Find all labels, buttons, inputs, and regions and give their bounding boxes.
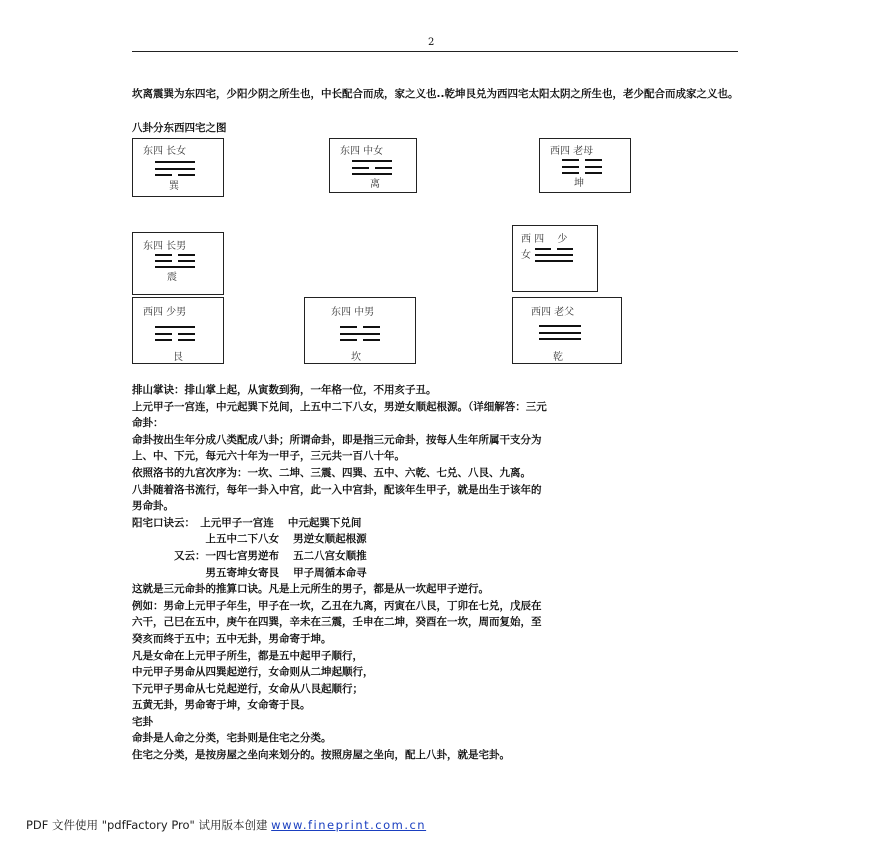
- yin-line: [340, 339, 380, 341]
- yang-line: [155, 168, 195, 170]
- trigram-box-xun: [132, 138, 224, 197]
- footer-text: PDF 文件使用 "pdfFactory Pro" 试用版本创建: [26, 818, 272, 832]
- body-text: [132, 382, 744, 764]
- body-line: 五黄无卦，男命寄于坤，女命寄于艮。: [132, 699, 311, 712]
- trigram-box-gen: [132, 297, 224, 364]
- trigram-symbol: [155, 159, 195, 179]
- body-line: 六干，己巳在五中，庚午在四巽，辛未在三震，壬申在二坤，癸酉在一坎，周而复始，至: [132, 616, 542, 629]
- trigram-label: 西四 老母: [550, 146, 594, 157]
- yin-line: [340, 326, 380, 328]
- trigram-name: 乾: [553, 352, 563, 363]
- trigram-box-qian: [512, 297, 622, 364]
- trigram-box-zhen: [132, 232, 224, 295]
- page-number: 2: [428, 37, 435, 48]
- trigram-label: 西四 老父: [531, 307, 575, 318]
- trigram-box-kan: [304, 297, 416, 364]
- body-line: 命卦是人命之分类，宅卦则是住宅之分类。: [132, 732, 332, 745]
- trigram-label: 西 四 少: [521, 234, 568, 245]
- body-line: 命卦：: [132, 417, 164, 430]
- yang-line: [539, 338, 581, 340]
- body-line: 又云：一四七宫男逆布 五二八宫女顺推: [132, 549, 367, 562]
- body-line: 八卦随着洛书流行，每年一卦入中宫，此一入中宫卦，配该年生甲子，就是出生于该年的: [132, 483, 542, 496]
- yin-line: [562, 166, 602, 168]
- body-line: 上、中、下元，每元六十年为一甲子，三元共一百八十年。: [132, 450, 405, 463]
- yin-line: [562, 159, 602, 161]
- intro-paragraph: 坎离震巽为东四宅，少阳少阴之所生也，中长配合而成，家之义也..乾坤艮兑为西四宅太阳太阴之所生也，老少配合而成家之义也。: [132, 88, 739, 100]
- trigram-name: 离: [370, 179, 380, 190]
- pdf-footer: [26, 817, 426, 833]
- yang-line: [539, 325, 581, 327]
- body-line: 癸亥而终于五中；五中无卦，男命寄于坤。: [132, 632, 332, 645]
- body-line: 男五寄坤女寄艮 甲子周循本命寻: [132, 566, 367, 579]
- body-line: 凡是女命在上元甲子所生，都是五中起甲子顺行，: [132, 649, 363, 662]
- body-line: 命卦按出生年分成八类配成八卦；所谓命卦，即是指三元命卦，按每人生年所属干支分为: [132, 433, 542, 446]
- yin-line: [155, 260, 195, 262]
- trigram-symbol: [155, 324, 195, 344]
- yang-line: [352, 160, 392, 162]
- body-line: 宅卦: [132, 715, 153, 728]
- yin-line: [535, 248, 573, 250]
- body-line: 上元甲子一宫连，中元起巽下兑间，上五中二下八女，男逆女顺起根源。（详细解答：三元: [132, 400, 547, 413]
- header-rule: [132, 51, 738, 52]
- trigram-label: 女: [521, 250, 531, 261]
- yang-line: [535, 254, 573, 256]
- trigram-symbol: [340, 324, 380, 344]
- body-line: 住宅之分类，是按房屋之坐向来划分的。按照房屋之坐向，配上八卦，就是宅卦。: [132, 749, 510, 762]
- trigram-box-dui: [512, 225, 598, 292]
- body-line: 依照洛书的九宫次序为：一坎、二坤、三震、四巽、五中、六乾、七兑、八艮、九离。: [132, 466, 531, 479]
- body-line: 中元甲子男命从四巽起逆行，女命则从二坤起顺行，: [132, 666, 374, 679]
- footer-link[interactable]: www.fineprint.com.cn: [271, 818, 427, 832]
- trigram-name: 坤: [574, 178, 584, 189]
- yang-line: [340, 333, 380, 335]
- body-line: 上五中二下八女 男逆女顺起根源: [132, 533, 367, 546]
- body-line: 阳宅口诀云： 上元甲子一宫连 中元起巽下兑间: [132, 516, 362, 529]
- trigram-label: 东四 长男: [143, 241, 187, 252]
- trigram-label: 东四 中女: [340, 146, 384, 157]
- yin-line: [352, 167, 392, 169]
- trigram-name: 震: [167, 272, 177, 283]
- body-line: 排山掌诀：排山掌上起，从寅数到狗，一年格一位，不用亥子丑。: [132, 384, 437, 396]
- yin-line: [155, 254, 195, 256]
- body-line: 这就是三元命卦的推算口诀。凡是上元所生的男子，都是从一坎起甲子逆行。: [132, 583, 489, 596]
- trigram-label: 西四 少男: [143, 307, 187, 318]
- trigram-label: 东四 长女: [143, 146, 187, 157]
- yang-line: [155, 161, 195, 163]
- yang-line: [539, 332, 581, 334]
- body-line: 男命卦。: [132, 500, 174, 513]
- trigram-box-kun: [539, 138, 631, 193]
- trigram-name: 艮: [173, 352, 183, 363]
- trigram-label: 东四 中男: [331, 307, 375, 318]
- trigram-box-li: [329, 138, 417, 193]
- trigram-name: 巽: [169, 181, 179, 192]
- section-title: 八卦分东西四宅之图: [132, 122, 227, 134]
- yin-line: [155, 333, 195, 335]
- body-line: 例如：男命上元甲子年生，甲子在一坎，乙丑在九离，丙寅在八艮，丁卯在七兑，戊辰在: [132, 599, 542, 612]
- trigram-symbol: [539, 323, 581, 343]
- body-line: 下元甲子男命从七兑起逆行，女命从八艮起顺行；: [132, 682, 363, 695]
- trigram-symbol: [535, 246, 573, 264]
- yang-line: [535, 260, 573, 262]
- yin-line: [155, 339, 195, 341]
- yin-line: [155, 174, 195, 176]
- trigram-name: 坎: [351, 352, 361, 363]
- yang-line: [155, 326, 195, 328]
